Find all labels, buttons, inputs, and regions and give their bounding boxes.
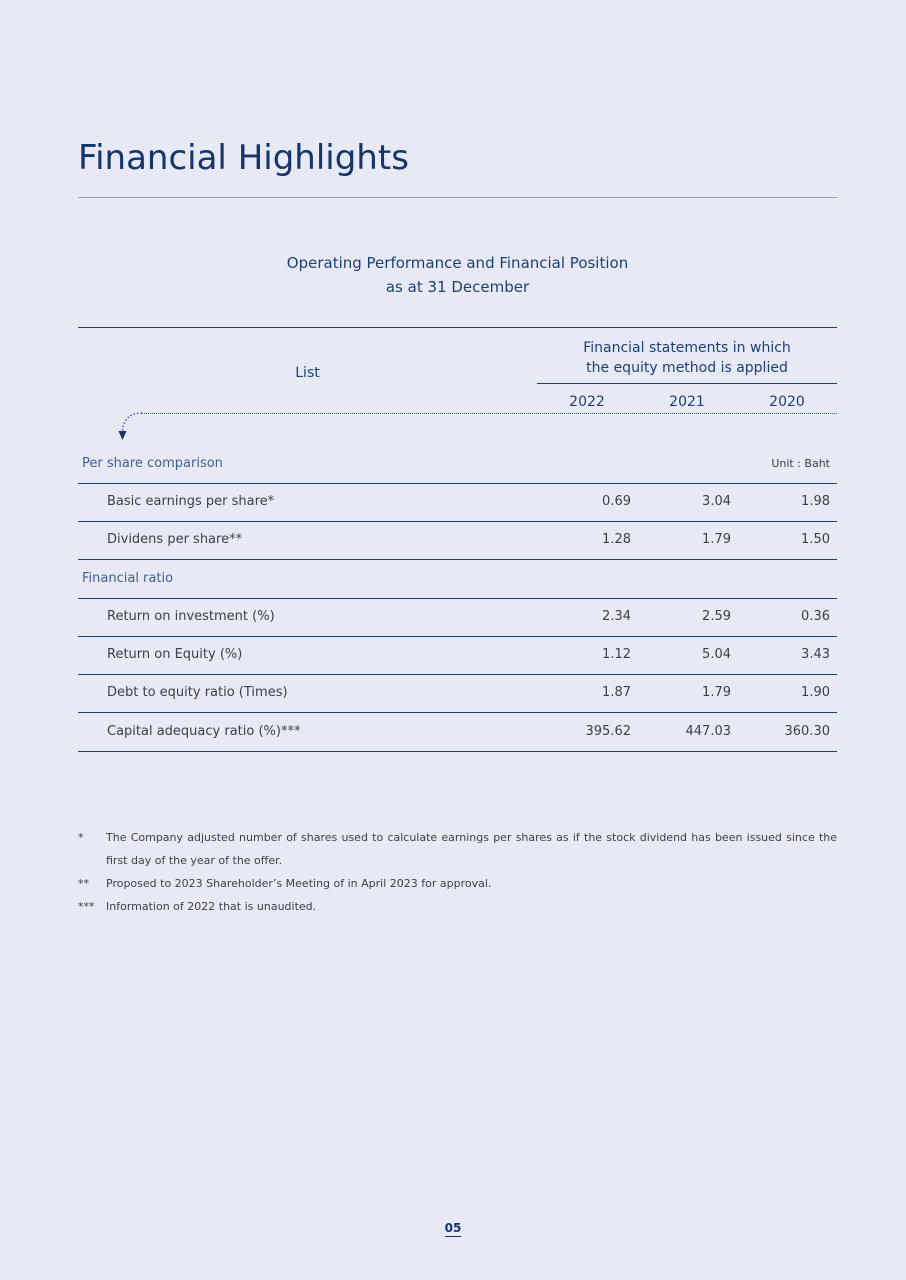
value-2021: 1.79 (702, 532, 731, 547)
value-2022: 1.28 (602, 532, 631, 547)
page-number-text: 05 (444, 1221, 462, 1235)
page-title: Financial Highlights (78, 138, 409, 178)
footnotes (78, 826, 837, 918)
row-label: Basic earnings per share* (107, 494, 275, 509)
footnote-mark: ** (78, 877, 89, 890)
page-number (0, 1221, 906, 1235)
group-column-header (537, 338, 837, 378)
category-row-financial-ratio (78, 560, 837, 599)
group-header-line1: Financial statements in which (583, 340, 791, 356)
table-row (78, 521, 837, 560)
footnote (78, 895, 837, 918)
row-label: Dividens per share** (107, 532, 243, 547)
value-2022: 2.34 (602, 609, 631, 624)
row-label: Debt to equity ratio (Times) (107, 685, 288, 700)
value-2021: 2.59 (702, 609, 731, 624)
unit-label: Unit : Baht (771, 457, 830, 470)
footnote-mark: *** (78, 900, 95, 913)
row-label: Return on investment (%) (107, 609, 275, 624)
table-row (78, 483, 837, 522)
table-row (78, 636, 837, 675)
row-label: Return on Equity (%) (107, 647, 243, 662)
category-label: Per share comparison (82, 456, 223, 471)
footnote-text: Information of 2022 that is unaudited. (106, 900, 317, 913)
footnote (78, 826, 837, 872)
value-2022: 1.12 (602, 647, 631, 662)
footnote (78, 872, 837, 895)
table-row (78, 674, 837, 713)
year-header-2022: 2022 (569, 394, 605, 410)
row-label: Capital adequacy ratio (%)*** (107, 724, 301, 739)
section-heading-line1: Operating Performance and Financial Position (286, 254, 629, 272)
table-top-rule (78, 327, 837, 328)
category-row-per-share (78, 445, 837, 484)
value-2021: 1.79 (702, 685, 731, 700)
value-2020: 1.90 (801, 685, 830, 700)
footnote-text: The Company adjusted number of shares used to calculate earnings per shares as if the stock dividend has been issued since the first day of the year of the offer. (106, 831, 837, 867)
value-2020: 1.50 (801, 532, 830, 547)
curved-arrow-icon (114, 411, 148, 445)
value-2021: 3.04 (702, 494, 731, 509)
group-header-line2: the equity method is applied (586, 360, 788, 376)
value-2022: 0.69 (602, 494, 631, 509)
dotted-divider (142, 413, 837, 414)
table-row (78, 713, 837, 752)
year-header-2020: 2020 (769, 394, 805, 410)
value-2021: 447.03 (685, 724, 731, 739)
footnote-text: Proposed to 2023 Shareholder’s Meeting of in April 2023 for approval. (106, 877, 492, 890)
group-header-rule (537, 383, 837, 384)
value-2020: 1.98 (801, 494, 830, 509)
list-column-header: List (295, 365, 320, 381)
year-header-2021: 2021 (669, 394, 705, 410)
section-heading-line2: as at 31 December (385, 278, 530, 296)
table-row (78, 598, 837, 637)
title-divider (78, 197, 837, 198)
value-2020: 3.43 (801, 647, 830, 662)
value-2021: 5.04 (702, 647, 731, 662)
footnote-mark: * (78, 831, 84, 844)
value-2020: 0.36 (801, 609, 830, 624)
value-2020: 360.30 (784, 724, 830, 739)
section-heading (78, 251, 837, 299)
category-label: Financial ratio (82, 571, 174, 586)
value-2022: 395.62 (585, 724, 631, 739)
value-2022: 1.87 (602, 685, 631, 700)
